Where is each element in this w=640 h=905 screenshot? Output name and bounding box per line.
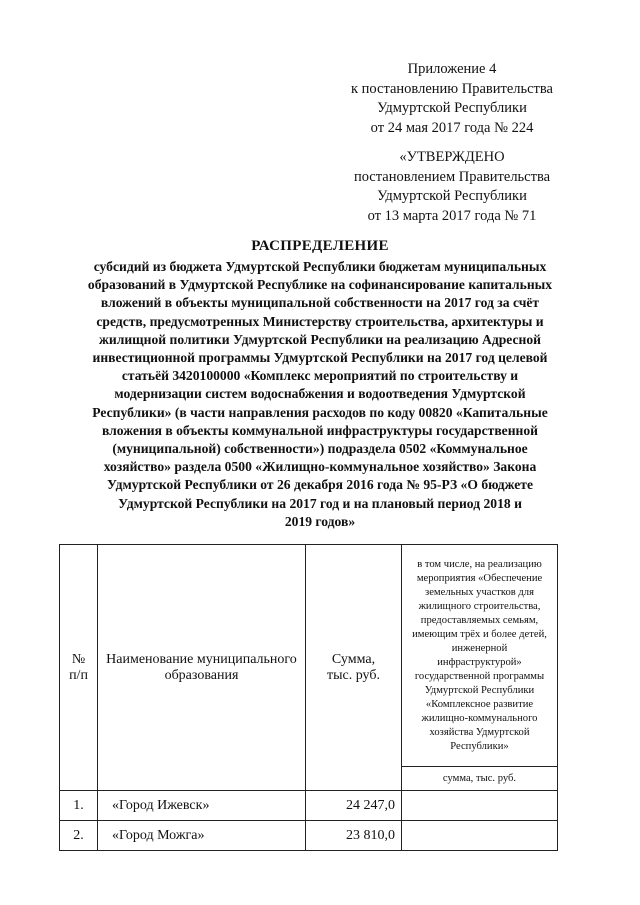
header-including-line: Удмуртской Республики [424,684,535,696]
row-num: 2. [60,821,98,851]
header-including [402,545,558,767]
approved-line: от 13 марта 2017 года № 71 [367,207,537,224]
header-num-line: п/п [69,667,88,683]
header-name-line: образования [164,667,239,683]
header-sum-line: тыс. руб. [327,667,380,683]
row-name: «Город Можга» [98,821,306,851]
row-name: «Город Ижевск» [98,791,306,821]
header-sum-line: Сумма, [331,651,376,667]
approved-header [330,148,574,226]
subtitle-line: образований в Удмуртской Республике на софинансирование капитальных [87,277,553,293]
header-including-line: жилищного строительства, [418,600,541,612]
header-including-line: земельных участков для [425,586,534,598]
header-including-sub: сумма, тыс. руб. [402,767,558,791]
header-name [98,545,306,791]
header-including-line: жилищно-коммунального [421,712,538,724]
subtitle-line: средств, предусмотренных Министерству строительства, архитектуры и [96,313,544,329]
approved-line: Удмуртской Республики [377,188,527,204]
header-including-line: имеющим трёх и более детей, [412,628,547,640]
header-including-line: мероприятия «Обеспечение [416,572,543,584]
subtitle-line: Республики» (в части направления расходов по коду 00820 «Капитальные [92,404,548,420]
row-including [402,791,558,821]
subtitle-line: субсидий из бюджета Удмуртской Республики бюджетам муниципальных [93,259,547,274]
subtitle-line: вложения в объекты коммунальной инфраструктуры государственной [101,422,538,438]
header-including-line: «Комплексное развитие [425,698,534,710]
appendix-header [330,60,574,138]
subtitle-line: (муниципальной) собственности») подраздела 0502 «Коммунальное [112,441,528,457]
subtitle-line: Удмуртской Республики от 26 декабря 2016 года № 95-РЗ «О бюджете [106,477,534,493]
subtitle-line: вложений в объекты муниципальной собственности на 2017 год за счёт [100,295,540,311]
row-sum: 24 247,0 [306,791,402,821]
appendix-line: от 24 мая 2017 года № 224 [370,119,534,136]
header-including-line: в том числе, на реализацию [417,558,542,570]
appendix-line: Приложение 4 [407,61,497,77]
subtitle-line: Удмуртской Республики на 2017 год и на плановый период 2018 и [118,495,522,511]
table-row [60,821,558,851]
header-including-line: государственной программы [414,670,545,682]
header-name-line: Наименование муниципального [106,651,297,667]
row-sum: 23 810,0 [306,821,402,851]
header-including-line: хозяйства Удмуртской [429,726,530,738]
row-including [402,821,558,851]
approved-line: постановлением Правительства [353,168,551,185]
header-including-line: инфраструктурой» [437,656,522,668]
subtitle-line: модернизации систем водоснабжения и водоотведения Удмуртской [114,386,526,402]
document-subtitle [84,258,556,531]
header-sum [306,545,402,791]
appendix-line: Удмуртской Республики [377,100,527,116]
subtitle-line: инвестиционной программы Удмуртской Республики на 2017 год целевой [92,350,548,366]
table-row [60,791,558,821]
subtitle-line: хозяйство» раздела 0500 «Жилищно-коммунальное хозяйство» Закона [103,459,537,475]
document-title: РАСПРЕДЕЛЕНИЕ [251,238,389,254]
header-including-line: инженерной [451,642,508,654]
header-num [60,545,98,791]
approved-line: «УТВЕРЖДЕНО [399,149,505,165]
appendix-line: к постановлению Правительства [351,80,553,97]
subtitle-line: 2019 годов» [284,513,356,529]
table-header-row [60,545,558,767]
subtitle-line: статьёй 3420100000 «Комплекс мероприятий по строительству и [121,368,519,384]
subtitle-line: жилищной политики Удмуртской Республики на реализацию Адресной [99,331,541,347]
header-num-line: № [71,651,86,667]
row-num: 1. [60,791,98,821]
header-including-line: предоставляемых семьям, [420,614,539,626]
distribution-table [59,544,558,851]
header-including-line: Республики» [450,740,509,752]
